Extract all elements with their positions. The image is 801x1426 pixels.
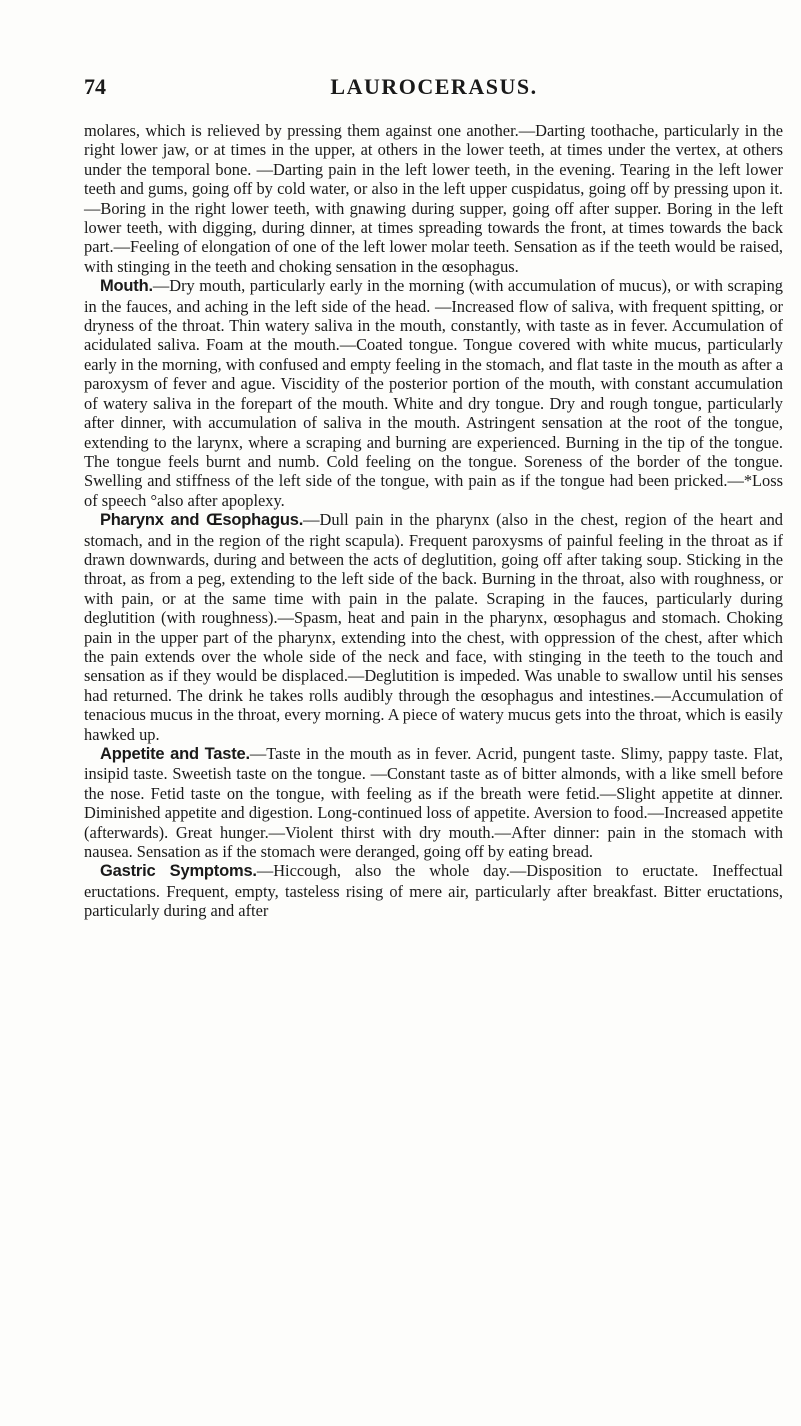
paragraph-pharynx <box>84 510 783 744</box>
section-heading-mouth: Mouth. <box>100 277 153 296</box>
section-heading-appetite: Appetite and Taste. <box>100 745 250 763</box>
paragraph-gastric <box>84 861 783 920</box>
section-heading-gastric: Gastric Symptoms. <box>100 862 257 881</box>
section-heading-pharynx: Pharynx and Œsophagus. <box>100 511 304 530</box>
paragraph-text: molares, which is relieved by pressing them against one another.—Darting toothache, particularly in the right lower jaw, or at times in the upper, at others in the lower teeth, at times under the vertex, at others under the temporal bone. —Darting pain in the left lower teeth, in the evening. Tearing in the left lower teeth and gums, going off by cold water, or also in the left upper cuspidatus, going off by pressing upon it.—Boring in the right lower teeth, with gnawing during supper, going off after supper. Boring in the left lower teeth, with digging, during dinner, at times spreading towards the front, at times towards the back part.—Feeling of elongation of one of the left lower molar teeth. Sensation as if the teeth would be raised, with stinging in the teeth and choking sensation in the œsophagus. <box>84 121 783 276</box>
paragraph-text: —Dry mouth, particularly early in the morning (with accumulation of mucus), or with scraping in the fauces, and aching in the left side of the head. —Increased flow of saliva, with frequent spitting, or dryness of the throat. Thin watery saliva in the mouth, constantly, with taste as in fever. Accumulation of acidulated saliva. Foam at the mouth.—Coated tongue. Tongue covered with white mucus, particularly early in the morning, with confused and empty feeling in the stomach, and flat taste in the mouth as after a paroxysm of fever and ague. Viscidity of the posterior portion of the mouth, with constant accumulation of watery saliva in the forepart of the mouth. White and dry tongue. Dry and rough tongue, particularly after dinner, with accumulation of saliva in the mouth. Astringent sensation at the root of the tongue, extending to the larynx, where a scraping and burning are experienced. Burning in the tip of the tongue. The tongue feels burnt and numb. Cold feeling on the tongue. Soreness of the border of the tongue. Swelling and stiffness of the left side of the tongue, with pain as if the tongue had been pricked.—*Loss of speech °also after apoplexy. <box>84 276 783 510</box>
paragraph-appetite <box>84 744 783 861</box>
page-number: 74 <box>84 74 106 99</box>
paragraph-mouth <box>84 276 783 510</box>
running-head: LAUROCERASUS. <box>330 74 538 99</box>
paragraph-text: —Taste in the mouth as in fever. Acrid, pungent taste. Slimy, pappy taste. Flat, insipid taste. Sweetish taste on the tongue. —Constant taste as of bitter almonds, with a like smell before the nose. Fetid taste on the tongue, with feeling as if the breath were fetid.—Slight appetite at dinner. Diminished appetite and digestion. Long-continued loss of appetite. Aversion to food.—Increased appetite (afterwards). Great hunger.—Violent thirst with dry mouth.—After dinner: pain in the stomach with nausea. Sensation as if the stomach were deranged, going off by eating bread. <box>84 744 783 862</box>
page-header <box>84 74 784 100</box>
body-text <box>84 121 783 921</box>
paragraph-text: —Dull pain in the pharynx (also in the chest, region of the heart and stomach, and in the region of the right scapula). Frequent paroxysms of painful feeling in the throat as if drawn downwards, during and between the acts of deglutition, going off after taking soup. Sticking in the throat, as from a peg, extending to the left side of the back. Burning in the throat, also with roughness, or with pain, or at the same time with pain in the palate. Scraping in the fauces, particularly during deglutition (with roughness).—Spasm, heat and pain in the pharynx, œsophagus and stomach. Choking pain in the upper part of the pharynx, extending into the chest, with oppression of the chest, after which the pain extends over the whole side of the neck and face, with stinging in the teeth to the touch and sensation as if they would be displaced.—Deglutition is impeded. Was unable to swallow until his senses had returned. The drink he takes rolls audibly through the œsophagus and intestines.—Accumulation of tenacious mucus in the throat, every morning. A piece of watery mucus gets into the throat, which is easily hawked up. <box>84 510 783 744</box>
paragraph-teeth <box>84 121 783 276</box>
paragraph-text: —Hiccough, also the whole day.—Disposition to eructate. Ineffectual eructations. Frequent, empty, tasteless rising of mere air, particularly after breakfast. Bitter eructations, particularly during and after <box>84 861 783 921</box>
